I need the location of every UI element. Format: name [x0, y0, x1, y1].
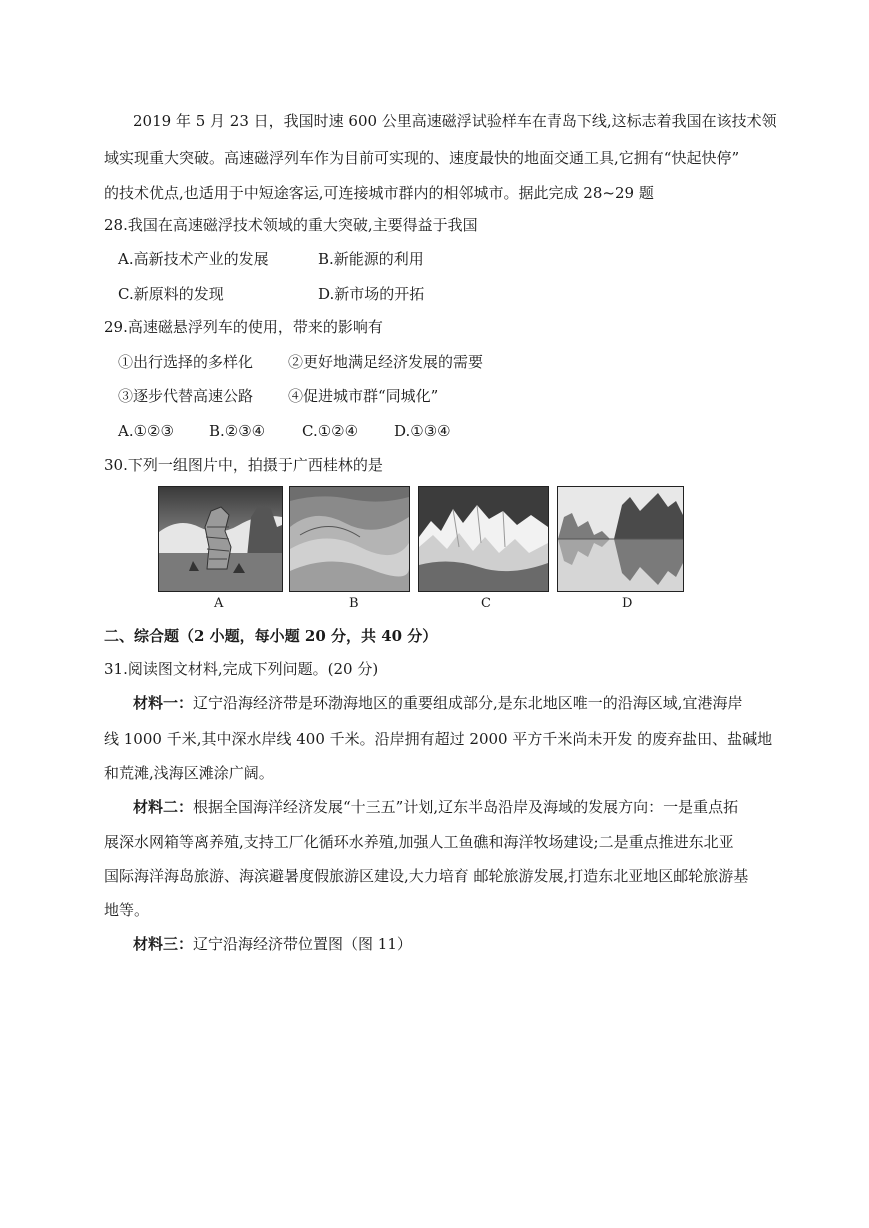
material-1-line-2: 线 1000 千米,其中深水岸线 400 千米。沿岸拥有超过 2000 平方千米尚未开发 的废弃盐田、盐碱地 — [104, 730, 773, 748]
intro-line-2: 域实现重大突破。高速磁浮列车作为目前可实现的、速度最快的地面交通工具,它拥有“快起快停” — [104, 149, 740, 167]
photo-a-caption: A — [214, 596, 224, 611]
material-3-label: 材料三： — [133, 935, 194, 953]
photo-d-caption: D — [622, 596, 633, 611]
intro-line-3: 的技术优点,也适用于中短途客运,可连接城市群内的相邻城市。据此完成 28~29 题 — [104, 184, 654, 202]
q30-stem: 30.下列一组图片中，拍摄于广西桂林的是 — [104, 456, 383, 474]
photo-c-caption: C — [481, 596, 491, 611]
q28-stem: 28.我国在高速磁浮技术领域的重大突破,主要得益于我国 — [104, 216, 478, 234]
material-2-line-3: 国际海洋海岛旅游、海滨避暑度假旅游区建设,大力培育 邮轮旅游发展,打造东北亚地区邮轮旅游基 — [104, 867, 749, 885]
section-2-heading: 二、综合题（2 小题，每小题 20 分，共 40 分） — [104, 627, 438, 645]
q28-option-b: B.新能源的利用 — [318, 250, 424, 268]
photo-b-sand-dunes — [289, 486, 410, 592]
q28-option-d: D.新市场的开拓 — [318, 285, 425, 303]
intro-line-1: 2019 年 5 月 23 日，我国时速 600 公里高速磁浮试验样车在青岛下线,这标志着我国在该技术领 — [133, 112, 777, 130]
q29-stem: 29.高速磁悬浮列车的使用，带来的影响有 — [104, 318, 383, 336]
q29-statement-1: ①出行选择的多样化 — [118, 353, 254, 371]
q31-stem: 31.阅读图文材料,完成下列问题。(20 分) — [104, 660, 379, 678]
material-2-line-2: 展深水网箱等离养殖,支持工厂化循环水养殖,加强人工鱼礁和海洋牧场建设;二是重点推进东北亚 — [104, 833, 734, 851]
material-1-line-1 — [133, 693, 743, 713]
material-1-label: 材料一： — [133, 694, 194, 712]
q29-option-c: C.①②④ — [302, 422, 359, 440]
material-1-text-1: 辽宁沿海经济带是环渤海地区的重要组成部分,是东北地区唯一的沿海区域,宜港海岸 — [193, 694, 743, 712]
material-2-label: 材料二： — [133, 798, 194, 816]
q29-statement-2: ②更好地满足经济发展的需要 — [288, 353, 484, 371]
q28-option-a: A.高新技术产业的发展 — [118, 250, 269, 268]
material-3-line — [133, 934, 412, 954]
material-2-text-1: 根据全国海洋经济发展“十三五”计划,辽东半岛沿岸及海域的发展方向：一是重点拓 — [193, 798, 739, 816]
photo-c-snow-mountains — [418, 486, 549, 592]
q29-option-a: A.①②③ — [118, 422, 174, 440]
material-2-line-1 — [133, 797, 738, 817]
q29-statement-4: ④促进城市群“同城化” — [288, 387, 439, 405]
material-1-line-3: 和荒滩,浅海区滩涂广阔。 — [104, 764, 274, 782]
photo-b-caption: B — [349, 596, 359, 611]
photo-d-karst-river — [557, 486, 684, 592]
photo-a-stone-pillar — [158, 486, 283, 592]
q29-option-b: B.②③④ — [209, 422, 266, 440]
material-3-text: 辽宁沿海经济带位置图（图 11） — [193, 935, 412, 953]
q29-option-d: D.①③④ — [394, 422, 451, 440]
q28-option-c: C.新原料的发现 — [118, 285, 224, 303]
material-2-line-4: 地等。 — [104, 901, 150, 919]
q29-statement-3: ③逐步代替高速公路 — [118, 387, 254, 405]
